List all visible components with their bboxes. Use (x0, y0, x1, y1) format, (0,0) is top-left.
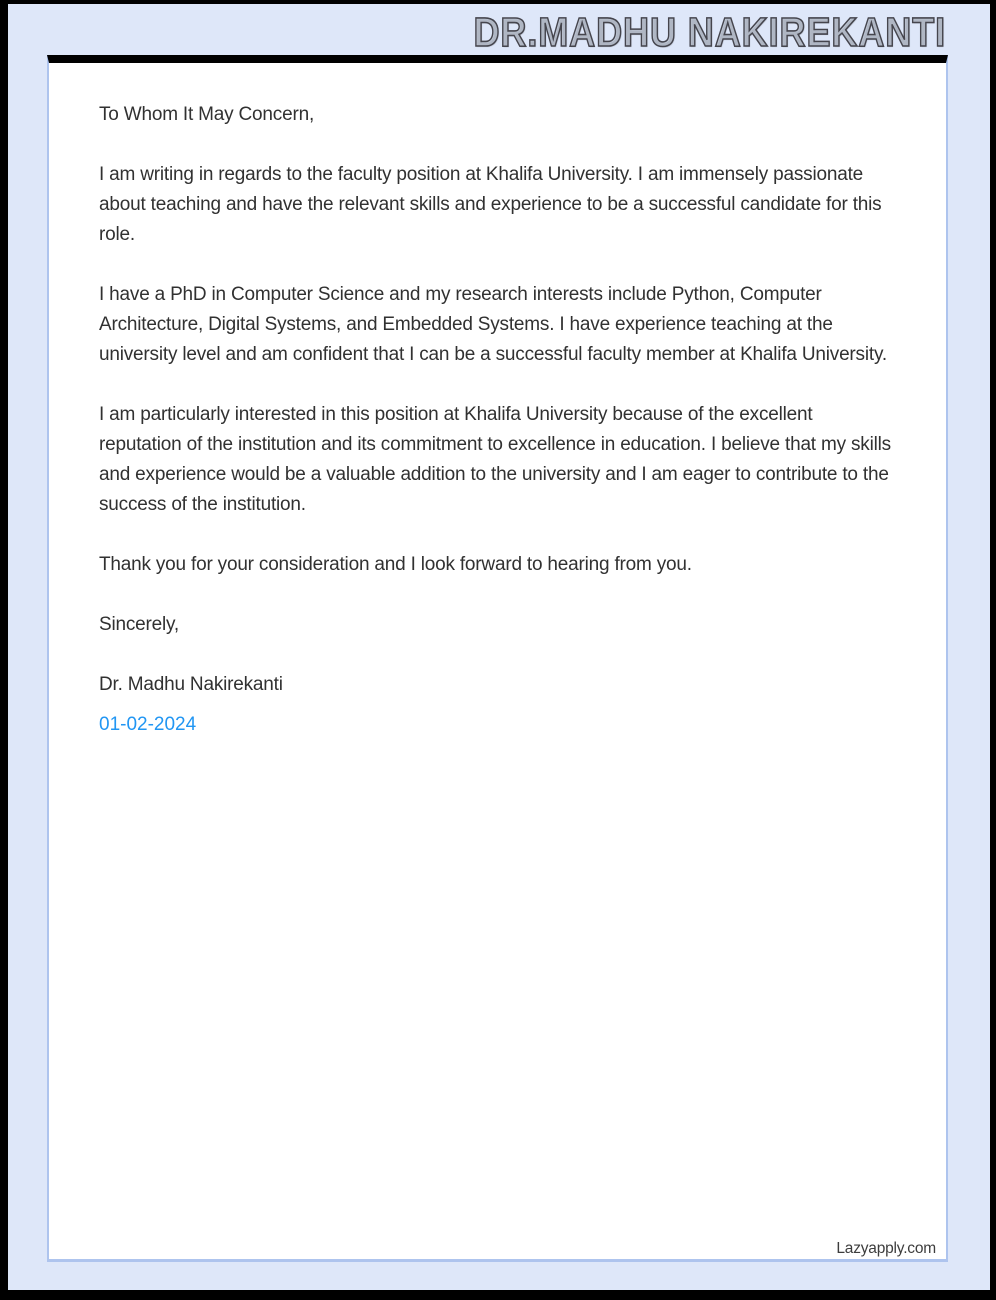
header-name: DR.MADHU NAKIREKANTI (473, 9, 946, 55)
paragraph-qualifications: I have a PhD in Computer Science and my research interests include Python, Computer Architecture, Digital Systems, and Embedded Systems. I have experience teaching at the university level and am confident that I can be a successful faculty member at Khalifa University. (99, 284, 887, 365)
date-line (99, 710, 891, 740)
closing: Sincerely, (99, 614, 180, 635)
letter-body (49, 63, 946, 740)
paragraph-intro: I am writing in regards to the faculty position at Khalifa University. I am immensely passionate about teaching and have the relevant skills and experience to be a successful candidate for this role. (99, 164, 882, 245)
letter-page (47, 55, 948, 1262)
watermark-lazyapply: Lazyapply.com (836, 1240, 936, 1257)
signature-name: Dr. Madhu Nakirekanti (99, 674, 283, 695)
salutation: To Whom It May Concern, (99, 104, 315, 125)
paragraph-motivation: I am particularly interested in this position at Khalifa University because of the excellent reputation of the institution and its commitment to excellence in education. I believe that my skills and experience would be a valuable addition to the university and I am eager to contribute to the success of the institution. (99, 404, 891, 515)
date-link[interactable]: 01-02-2024 (99, 714, 197, 735)
paragraph-thanks: Thank you for your consideration and I look forward to hearing from you. (99, 554, 692, 575)
